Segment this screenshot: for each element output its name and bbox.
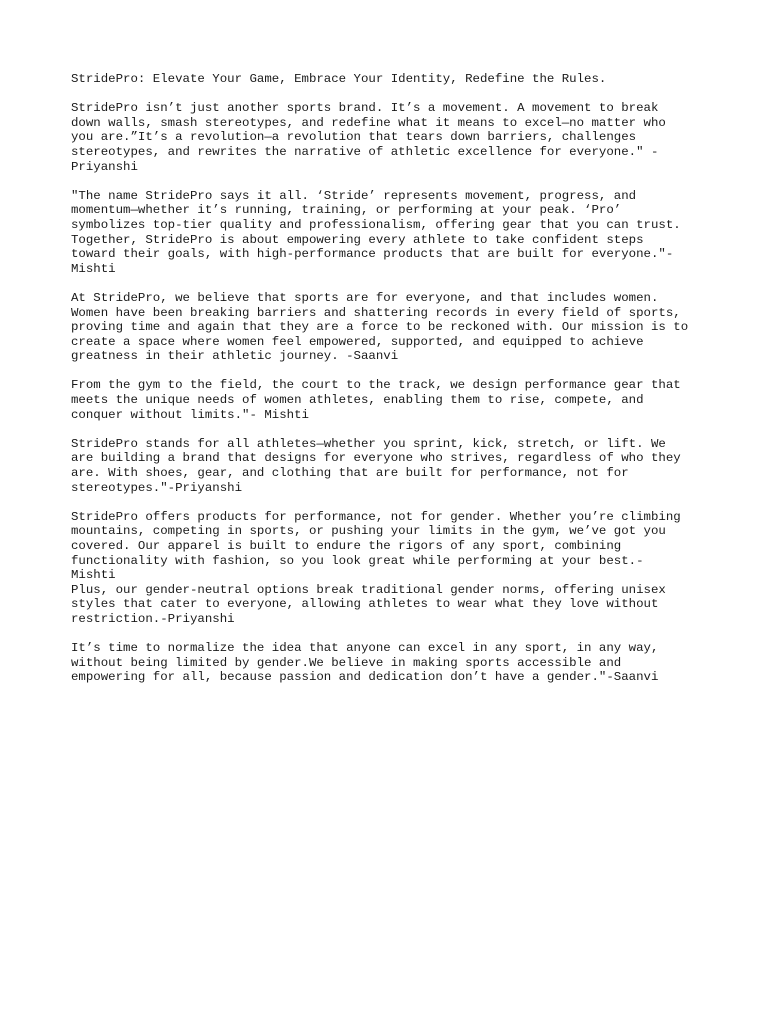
paragraph-performance-gear: From the gym to the field, the court to the track, we design performance gear that meets the unique needs of women athletes, enabling them to rise, compete, and conquer without limits."- Mishti (71, 378, 681, 422)
paragraph-name-meaning: "The name StridePro says it all. ‘Stride’ represents movement, progress, and momentum—whether it’s running, training, or performing at your peak. ‘Pro’ symbolizes top-tier quality and professionalism, offering gear that you can trust. Together, StridePro is about empowering every athlete to take confident steps toward their goals, with high-performance products that are built for everyone."- Mishti (71, 188, 681, 276)
paragraph-gender-neutral-options: Plus, our gender-neutral options break traditional gender norms, offering unisex styles that cater to everyone, allowing athletes to wear what they love without restriction.-Priyanshi (71, 582, 666, 626)
document-title-line: StridePro: Elevate Your Game, Embrace Your Identity, Redefine the Rules. (71, 72, 607, 86)
paragraph-all-athletes: StridePro stands for all athletes—whether you sprint, kick, stretch, or lift. We are building a brand that designs for everyone who strives, regardless of who they are. With shoes, gear, and clothing that are built for performance, not for stereotypes."-Priyanshi (71, 436, 681, 495)
paragraph-products-for-performance: StridePro offers products for performance, not for gender. Whether you’re climbing mountains, competing in sports, or pushing your limits in the gym, we’ve got you covered. Our apparel is built to endure the rigors of any sport, combining functionality with fashion, so you look great while performing at your best.- Mishti (71, 509, 681, 583)
paragraph-movement: StridePro isn’t just another sports brand. It’s a movement. A movement to break down walls, smash stereotypes, and redefine what it means to excel—no matter who you are.”It’s a revolution—a revolution that tears down barriers, challenges stereotypes, and rewrites the narrative of athletic excellence for everyone." - Priyanshi (71, 101, 666, 174)
document-body (71, 72, 711, 700)
paragraph-women-in-sports: At StridePro, we believe that sports are for everyone, and that includes women. Women have been breaking barriers and shattering records in every field of sports, proving time and again that they are a force to be reckoned with. Our mission is to create a space where women feel empowered, supported, and equipped to achieve greatness in their athletic journey. -Saanvi (71, 290, 689, 364)
paragraph-normalize-idea: It’s time to normalize the idea that anyone can excel in any sport, in any way, without being limited by gender.We believe in making sports accessible and empowering for all, because passion and dedication don’t have a gender."-Saanvi (71, 641, 659, 685)
